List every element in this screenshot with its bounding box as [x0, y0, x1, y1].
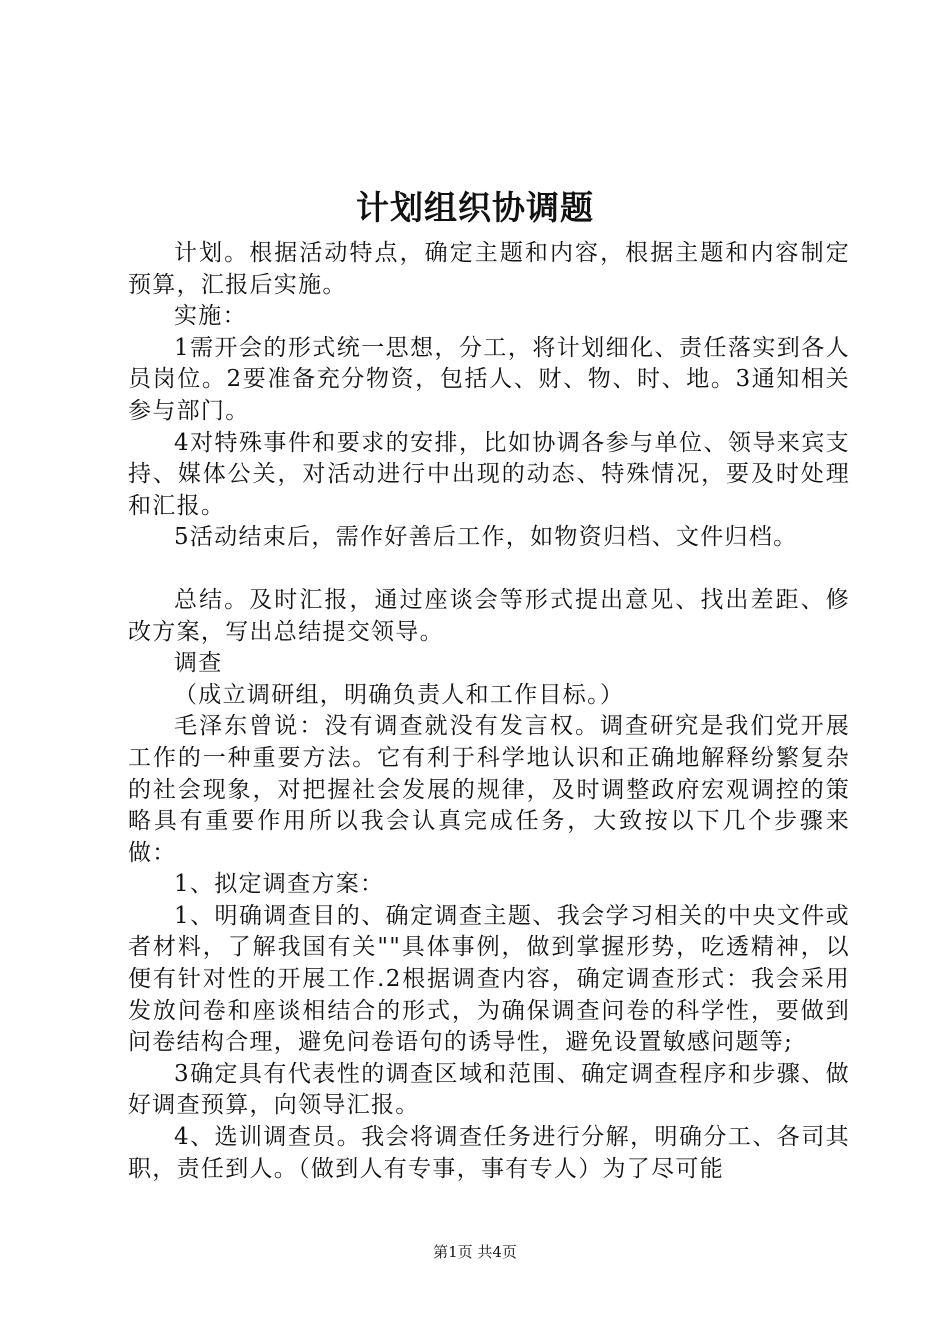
page-title: 计划组织协调题 — [356, 188, 594, 227]
document-body — [128, 238, 850, 1185]
paragraph-survey-note: （成立调研组，明确负责人和工作目标。） — [174, 681, 625, 708]
paragraph-step-1-heading: 1、拟定调查方案： — [174, 871, 385, 898]
page-footer: 第1页 共4页 — [433, 1243, 517, 1261]
paragraph-step-3: 3确定具有代表性的调查区域和范围、确定调查程序和步骤、做好调查预算，向领导汇报。 — [128, 1060, 850, 1119]
paragraph-survey-heading: 调查 — [174, 650, 223, 677]
paragraph-implement-heading: 实施： — [174, 303, 247, 330]
paragraph-step-4: 4、选训调查员。我会将调查任务进行分解，明确分工、各司其职，责任到人。（做到人有专事，事有专人）为了尽可能 — [128, 1124, 850, 1182]
paragraph-plan: 计划。根据活动特点，确定主题和内容，根据主题和内容制定预算，汇报后实施。 — [128, 240, 850, 298]
paragraph-implement-4: 4对特殊事件和要求的安排，比如协调各参与单位、领导来宾支持、媒体公关，对活动进行中出现的动态、特殊情况，要及时处理和汇报。 — [128, 429, 850, 519]
paragraph-mao-quote: 毛泽东曾说：没有调查就没有发言权。调查研究是我们党开展工作的一种重要方法。它有利于科学地认识和正确地解释纷繁复杂的社会现象，对把握社会发展的规律，及时调整政府宏观调控的策略具有重要作用所以我会认真完成任务，大致按以下几个步骤来做： — [128, 713, 850, 866]
paragraph-implement-1: 1需开会的形式统一思想，分工，将计划细化、责任落实到各人员岗位。2要准备充分物资，包括人、财、物、时、地。3通知相关参与部门。 — [128, 334, 850, 424]
paragraph-step-1-detail: 1、明确调查目的、确定调查主题、我会学习相关的中央文件或者材料，了解我国有关""具体事例，做到掌握形势，吃透精神，以便有针对性的开展工作.2根据调查内容，确定调查形式：我会采用发放问卷和座谈相结合的形式，为确保调查问卷的科学性，要做到问卷结构合理，避免问卷语句的诱导性，避免设置敏感问题等; — [128, 902, 850, 1056]
paragraph-implement-5: 5活动结束后，需作好善后工作，如物资归档、文件归档。 — [174, 524, 798, 551]
paragraph-summary: 总结。及时汇报，通过座谈会等形式提出意见、找出差距、修改方案，写出总结提交领导。 — [128, 586, 850, 645]
